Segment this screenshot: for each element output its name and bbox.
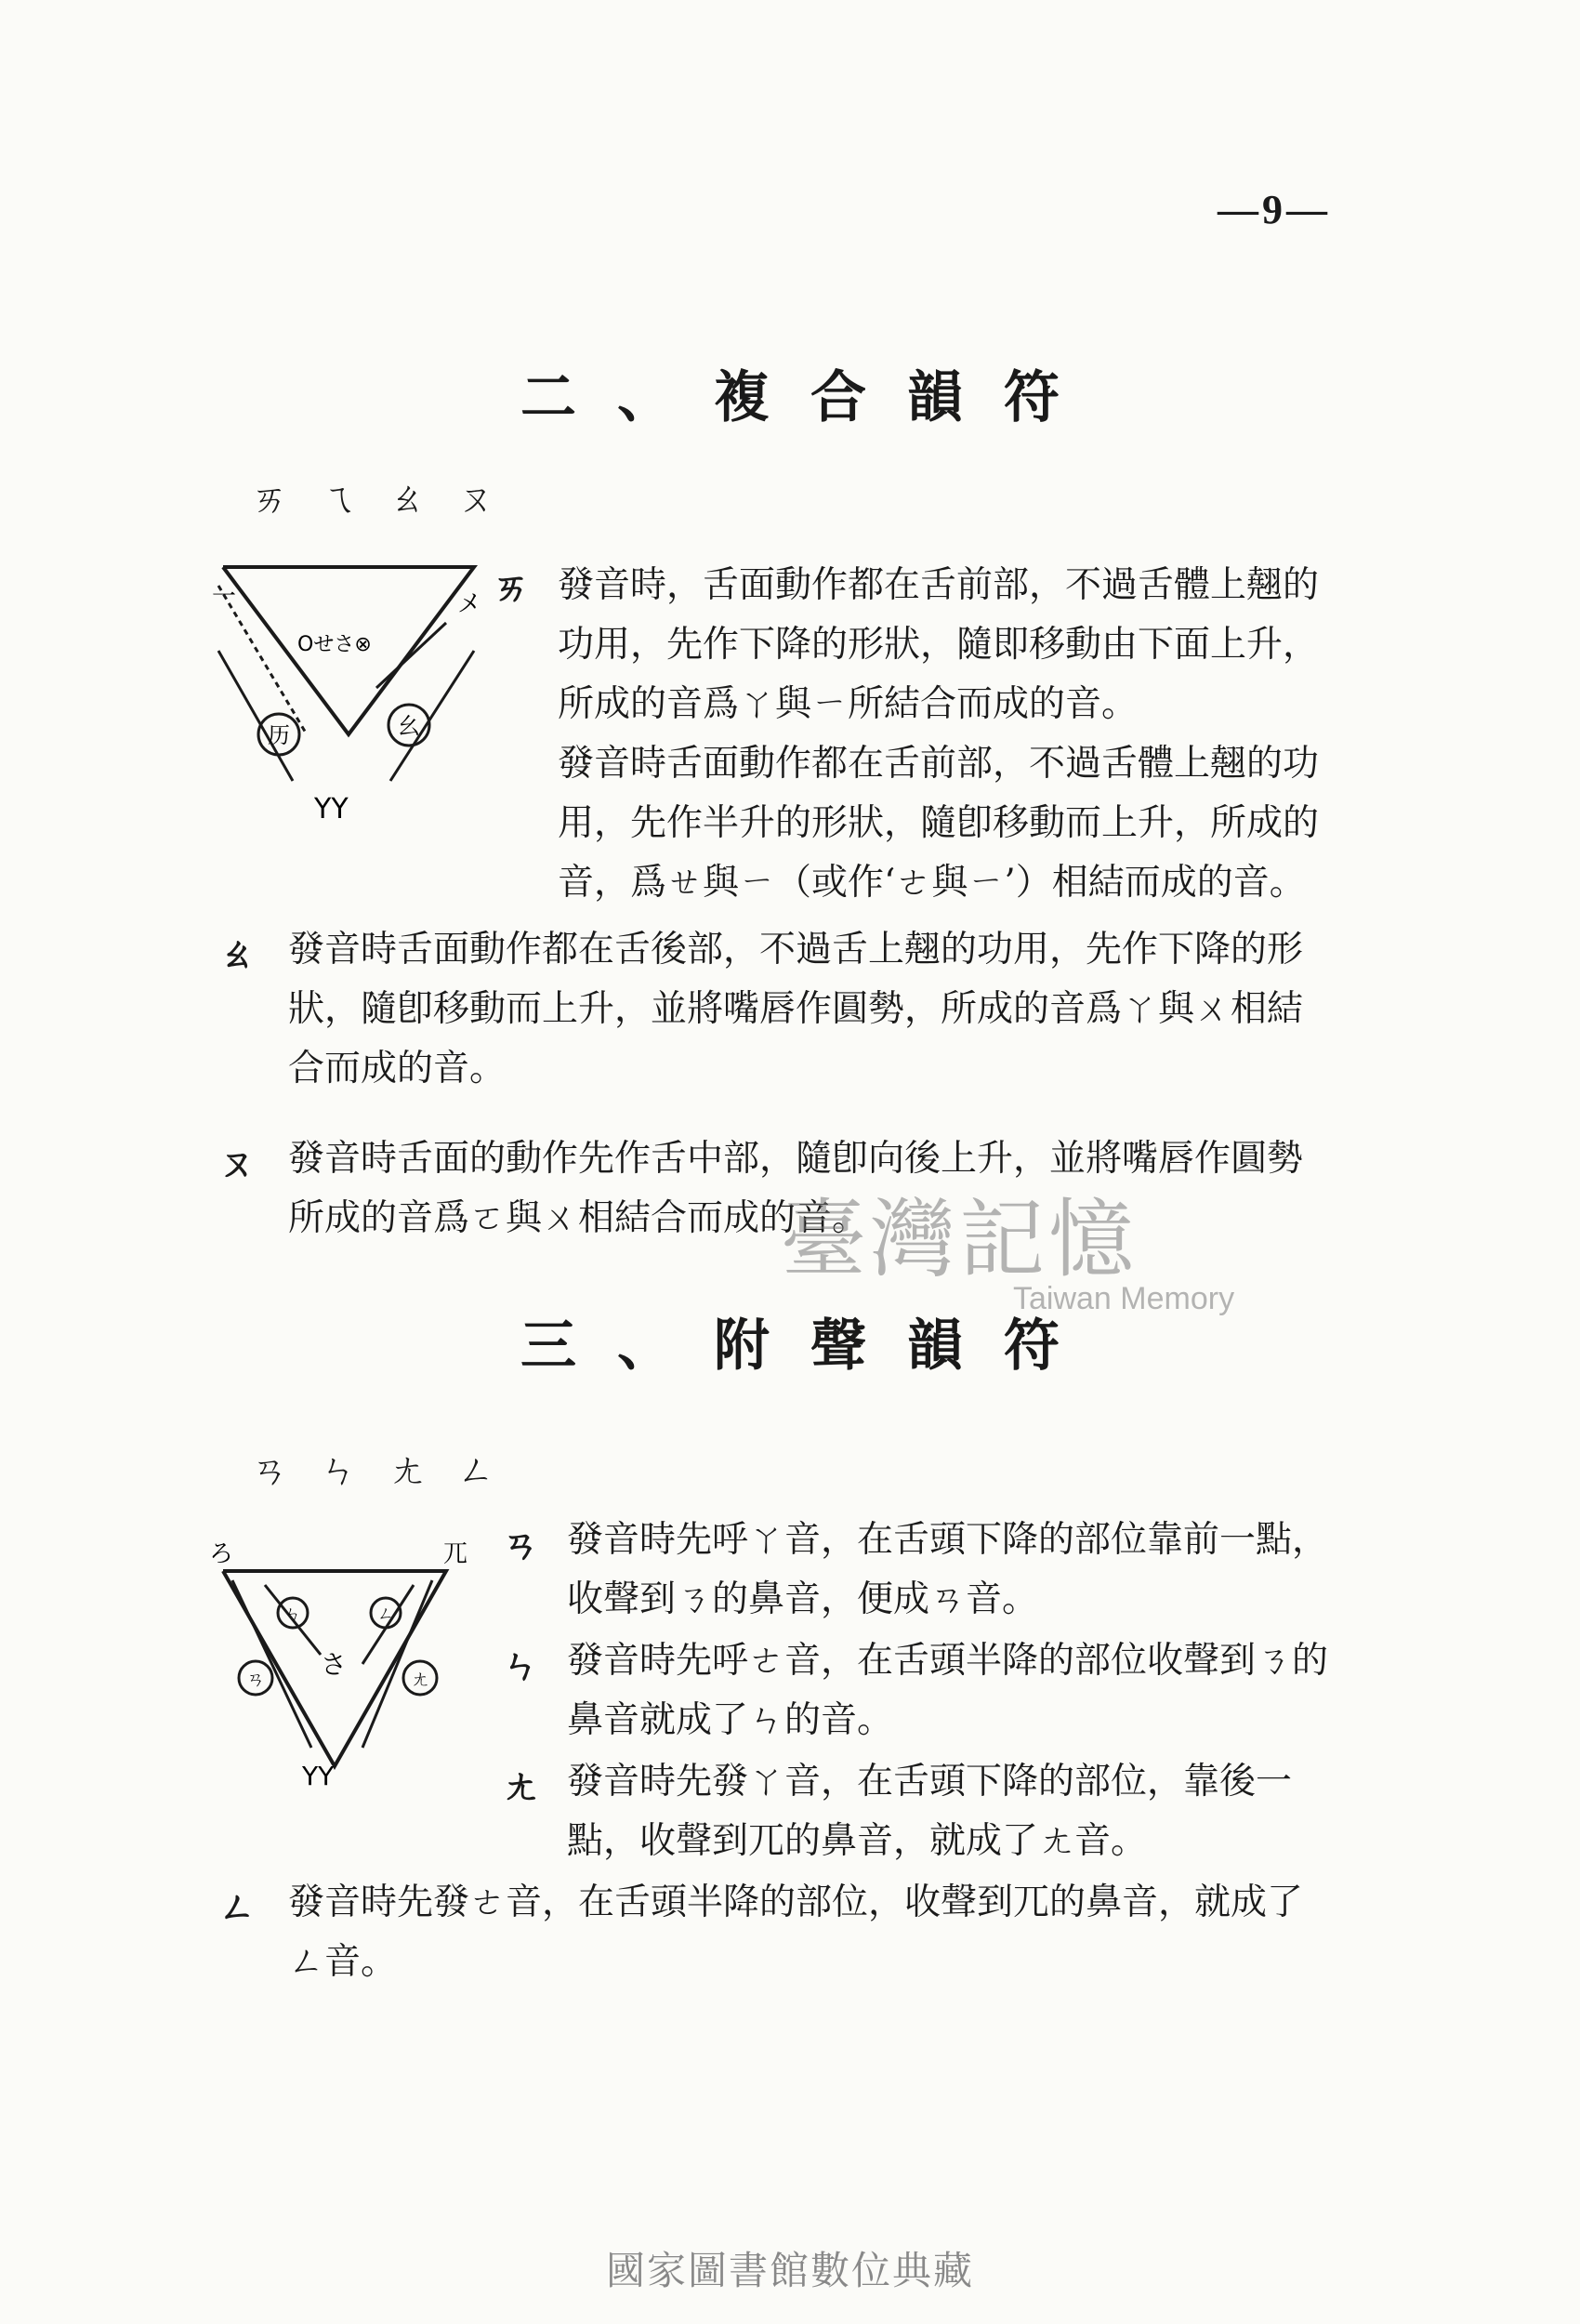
entry-text-en: 發音時先呼ㄜ音，在舌頭半降的部位收聲到ㄋ的鼻音就成了ㄣ的音。	[567, 1640, 1329, 1741]
nasal-diagram-circle-right-outer: ㄤ	[411, 1668, 429, 1690]
entry-mark-en: ㄣ	[502, 1644, 539, 1687]
entry-mark-eng: ㄥ	[218, 1885, 256, 1929]
nasal-diagram-circle-left-outer: ㄢ	[246, 1668, 265, 1690]
entry-mark-an: ㄢ	[502, 1523, 539, 1566]
entry-mark-ao: ㄠ	[218, 932, 256, 976]
watermark	[781, 1171, 1283, 1317]
diagram-label-top-right: メ	[457, 590, 482, 618]
page-number: —9—	[1218, 187, 1331, 232]
entry-text-ang: 發音時先發ㄚ音，在舌頭下降的部位，靠後一點，收聲到兀的鼻音，就成了ㄤ音。	[567, 1761, 1293, 1862]
nasal-finals-symbols: ㄢㄣㄤㄥ	[251, 1449, 526, 1492]
section-heading-nasal-finals: 三、附聲韻符	[520, 1314, 1100, 1379]
nasal-diagram-circle-right-inner: ㄥ	[377, 1604, 394, 1624]
entry-text-ao: 發音時舌面動作都在舌後部，不過舌上翹的功用，先作下降的形狀，隨卽移動而上升，並將嘴唇作圓勢，所成的音爲ㄚ與ㄨ相結合而成的音。	[288, 929, 1304, 1089]
entry-text-an: 發音時先呼ㄚ音，在舌頭下降的部位靠前一點，收聲到ㄋ的鼻音，便成ㄢ音。	[567, 1519, 1329, 1620]
nasal-diagram-circle-left-inner: ㄣ	[284, 1604, 301, 1624]
nasal-diagram-center: さ	[321, 1649, 348, 1680]
diagram-label-center: Oせさ⊗	[297, 633, 372, 656]
diagram-circle-right-label: 幺	[398, 713, 420, 739]
entry-text-ei: 發音時舌面動作都在舌前部，不過舌體上翹的功用，先作半升的形狀，隨卽移動而上升，所成的音，爲ㄝ與ㄧ（或作‘ㄜ與ㄧ’）相結而成的音。	[558, 743, 1320, 904]
watermark-english: Taiwan Memory	[1013, 1281, 1235, 1316]
entry-text-ai: 發音時，舌面動作都在舌前部，不過舌體上翹的功用，先作下降的形狀，隨即移動由下面上升，所成的音爲ㄚ與ㄧ所結合而成的音。	[558, 564, 1320, 725]
section-heading-compound-finals: 二、複合韻符	[520, 365, 1100, 430]
entry-mark-ou: ㄡ	[218, 1142, 256, 1185]
nasal-diagram-bottom: YY	[302, 1761, 335, 1791]
entry-text-eng: 發音時先發ㄜ音，在舌頭半降的部位，收聲到兀的鼻音，就成了ㄥ音。	[288, 1882, 1304, 1983]
archive-footer: 國家圖書館數位典藏	[605, 2248, 974, 2293]
diagram-label-bottom: YY	[314, 793, 349, 825]
diagram-circle-left-label: 历	[268, 722, 290, 748]
entry-mark-ai: ㄞ	[493, 565, 530, 609]
nasal-finals-tongue-diagram	[200, 1534, 497, 1794]
entry-mark-ang: ㄤ	[502, 1764, 539, 1808]
nasal-diagram-top-right: 兀	[443, 1540, 468, 1568]
diagram-label-top-left: 一	[212, 583, 237, 611]
entry-text-ou: 發音時舌面的動作先作舌中部，隨卽向後上升，並將嘴唇作圓勢所成的音爲ㄛ與ㄨ相結合而成的音。	[288, 1138, 1304, 1239]
watermark-chinese: 臺灣記憶	[781, 1190, 1139, 1289]
nasal-diagram-top-left: ろ	[209, 1540, 234, 1568]
compound-finals-tongue-diagram	[204, 548, 493, 827]
compound-finals-symbols: ㄞㄟㄠㄡ	[251, 478, 526, 521]
